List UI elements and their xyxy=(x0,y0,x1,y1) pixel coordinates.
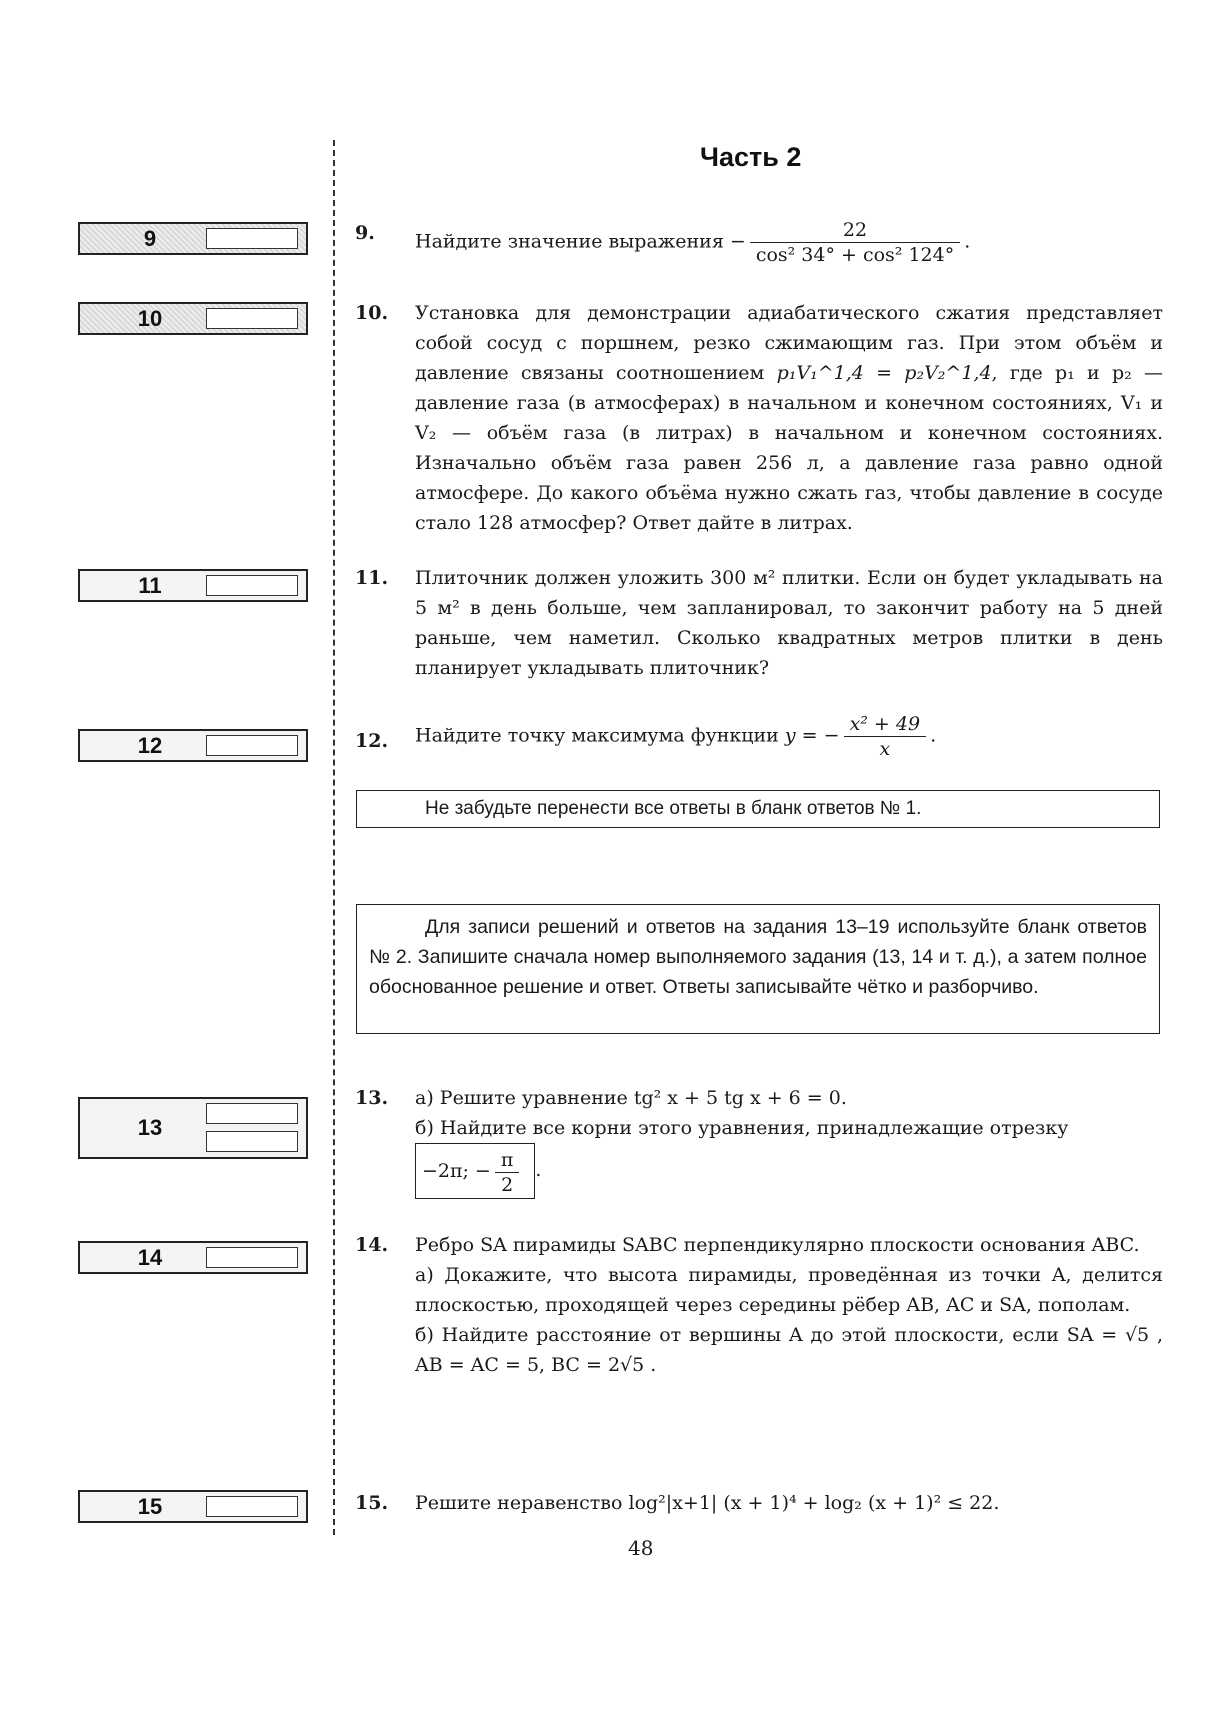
answer-box-9 xyxy=(78,222,308,255)
answer-cell[interactable] xyxy=(206,308,298,329)
answer-box-number: 15 xyxy=(137,1494,163,1519)
denominator: 2 xyxy=(501,1173,514,1196)
task-number: 14. xyxy=(355,1234,389,1256)
period: . xyxy=(535,1159,542,1181)
fraction xyxy=(844,712,927,761)
formula: p₁V₁^1,4 = p₂V₂^1,4 xyxy=(776,362,992,384)
task-12 xyxy=(355,712,1163,761)
instructions-text: Для записи решений и ответов на задания 13–19 используйте бланк ответов № 2. Запишите сначала номер выполняемого задания (13, 14 и т. д.), а затем полное обоснованное решение и ответ. Ответы записывайте чётко и разборчиво. xyxy=(369,916,1147,998)
task-10 xyxy=(355,298,1163,538)
task-11 xyxy=(355,563,1163,683)
task-text: Установка для демонстрации адиабатического сжатия представляет собой сосуд с поршнем, резко сжимающим газ. При этом объём и давление связаны соотношением xyxy=(415,302,1163,384)
task-text: Решите неравенство xyxy=(415,1492,623,1514)
numerator: x² + 49 xyxy=(844,712,927,737)
task-number: 12. xyxy=(355,730,389,752)
task-14 xyxy=(355,1230,1163,1380)
task-13 xyxy=(355,1083,1163,1199)
interval-bracket xyxy=(415,1143,529,1199)
task-9 xyxy=(355,218,1163,267)
task-intro: Ребро SA пирамиды SABC перпендикулярно плоскости основания ABC. xyxy=(415,1234,1140,1256)
period: . xyxy=(930,724,937,747)
answer-box-number: 12 xyxy=(137,733,163,758)
answer-box-number: 14 xyxy=(137,1245,163,1270)
transfer-notice: Не забудьте перенести все ответы в бланк ответов № 1. xyxy=(356,790,1160,828)
task-part-b: б) Найдите расстояние от вершины A до этой плоскости, если SA = √5 , AB = AC = 5, BC = 2√5 . xyxy=(415,1324,1163,1376)
answer-box-14 xyxy=(78,1241,308,1274)
minus-sign: − xyxy=(729,230,746,253)
task-part-a: а) Докажите, что высота пирамиды, проведённая из точки A, делится плоскостью, проходящей через середины рёбер AB, AC и SA, пополам. xyxy=(415,1264,1163,1316)
task-part-a: а) Решите уравнение tg² x + 5 tg x + 6 = 0. xyxy=(415,1087,847,1109)
answer-box-13 xyxy=(78,1097,308,1159)
task-text: Найдите точку максимума функции xyxy=(415,724,779,747)
task-text: Плиточник должен уложить 300 м² плитки. Если он будет укладывать на 5 м² в день больше, чем запланировал, то закончит работу на 5 дней раньше, чем наметил. Сколько квадратных метров плитки в день планирует укладывать плиточник? xyxy=(415,567,1163,679)
answer-box-number: 13 xyxy=(137,1115,163,1140)
task-text: Найдите значение выражения xyxy=(415,230,724,253)
period: . xyxy=(964,230,971,253)
denominator: x xyxy=(879,738,891,760)
task-number: 9. xyxy=(355,222,375,244)
fraction xyxy=(750,218,960,267)
task-number: 15. xyxy=(355,1492,389,1514)
task-number: 13. xyxy=(355,1087,389,1109)
answer-cell-b[interactable] xyxy=(206,1131,298,1152)
answer-box-15 xyxy=(78,1490,308,1523)
answer-box-11 xyxy=(78,569,308,602)
answer-cell[interactable] xyxy=(206,735,298,756)
answer-cell[interactable] xyxy=(206,1247,298,1268)
formula: log²|x+1| (x + 1)⁴ + log₂ (x + 1)² ≤ 22. xyxy=(628,1492,1000,1514)
answer-box-number: 11 xyxy=(138,573,162,598)
task-number: 11. xyxy=(355,567,389,589)
formula-lhs: y = − xyxy=(784,724,840,747)
answer-cell[interactable] xyxy=(206,228,298,249)
cut-line xyxy=(333,140,335,1535)
task-text-cont: , где p₁ и p₂ — давление газа (в атмосферах) в начальном и конечном состояниях, V₁ и V₂ — объём газа (в литрах) в начальном и конечном состояниях. Изначально объём газа равен 256 л, а давление газа равно одной атмосфере. До какого объёма нужно сжать газ, чтобы давление в сосуде стало 128 атмосфер? Ответ дайте в литрах. xyxy=(415,362,1163,534)
task-number: 10. xyxy=(355,302,389,324)
task-part-b: б) Найдите все корни этого уравнения, принадлежащие отрезку xyxy=(415,1117,1069,1139)
numerator: 22 xyxy=(750,218,960,243)
answer-box-number: 10 xyxy=(137,306,163,331)
interval-left: −2π; − xyxy=(422,1160,491,1182)
answer-cell-a[interactable] xyxy=(206,1103,298,1124)
page-number: 48 xyxy=(628,1536,654,1560)
numerator: π xyxy=(495,1148,520,1173)
denominator: cos² 34° + cos² 124° xyxy=(755,244,955,266)
answer-box-10 xyxy=(78,302,308,335)
page-title: Часть 2 xyxy=(700,142,802,172)
fraction xyxy=(495,1148,520,1197)
answer-box-number: 9 xyxy=(143,226,157,251)
answer-cell[interactable] xyxy=(206,1496,298,1517)
interval xyxy=(415,1143,1163,1199)
answer-cell[interactable] xyxy=(206,575,298,596)
task-15 xyxy=(355,1488,1163,1518)
answer-box-12 xyxy=(78,729,308,762)
instructions-box xyxy=(356,904,1160,1034)
